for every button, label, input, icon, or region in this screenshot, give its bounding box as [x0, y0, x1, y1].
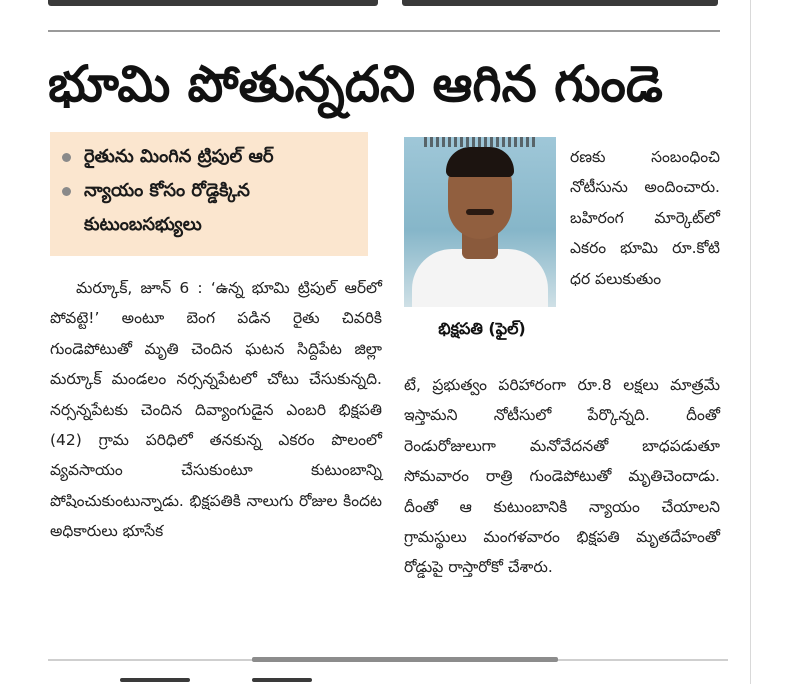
- highlights-list: [50, 132, 368, 242]
- photo-hair: [446, 147, 514, 177]
- cut-off-text-left: [48, 0, 378, 8]
- person-photo: [404, 137, 556, 307]
- article-text-left: మర్కూక్, జూన్ 6 : ‘ఉన్న భూమి ట్రిపుల్ ఆర్‌లో పోవట్టె!’ అంటూ బెంగ పడిన రైతు చివరికి గుండెపోటుతో మృతి చెందిన ఘటన సిద్దిపేట జిల్లా మర్కూక్ మండలం నర్సన్నపేటలో చోటు చేసుకున్నది. నర్సన్నపేటకు చెందిన దివ్యాంగుడైన ఎంబరి భిక్షపతి (42) గ్రామ పరిధిలో తనకున్న ఎకరం పొలంలో వ్యవసాయం చేసుకుంటూ కుటుంబాన్ని పోషించుకుంటున్నాడు. భిక్షపతికి నాలుగు రోజుల కిందట అధికారులు భూసేక: [50, 279, 382, 541]
- photo-halftone: [424, 137, 536, 147]
- highlights-box: [50, 132, 368, 256]
- article-column-left: [50, 273, 382, 547]
- cut-off-text-right: [402, 0, 718, 8]
- top-rule: [48, 30, 720, 32]
- cut-off-text-bottom: [120, 678, 190, 682]
- bullet-icon: [62, 187, 71, 196]
- cut-off-text-bottom: [252, 678, 312, 682]
- photo-caption: భిక్షపతి (ఫైల్): [438, 319, 526, 338]
- highlight-item: [62, 174, 358, 242]
- article-column-right-top: రణకు సంబంధించి నోటీసును అందించారు. బహిరంగ మార్కెట్‌లో ఎకరం భూమి రూ.కోటి ధర పలుకుతుం: [570, 148, 720, 288]
- article-column-right-bottom: టే, ప్రభుత్వం పరిహారంగా రూ.8 లక్షలు మాత్రమే ఇస్తామని నోటీసులో పేర్కొన్నది. దీంతో రెండురోజులుగా మనోవేదనతో బాధపడుతూ సోమవారం రాత్రి గుండెపోటుతో మృతిచెందాడు. దీంతో ఆ కుటుంబానికి న్యాయం చేయాలని గ్రామస్థులు మంగళవారం భిక్షపతి మృతదేహంతో రోడ్డుపై రాస్తారోకో చేశారు.: [404, 376, 720, 577]
- bullet-icon: [62, 153, 71, 162]
- highlight-text: న్యాయం కోసం రోడ్డెక్కిన కుటుంబసభ్యులు: [84, 180, 250, 235]
- highlight-item: [62, 140, 358, 174]
- photo-mustache: [466, 209, 494, 215]
- headline: భూమి పోతున్నదని ఆగిన గుండె: [48, 55, 663, 113]
- adjacent-page-edge: [750, 0, 800, 684]
- highlight-text: రైతును మింగిన ట్రిపుల్ ఆర్: [84, 146, 274, 167]
- bottom-rule-accent: [252, 657, 558, 662]
